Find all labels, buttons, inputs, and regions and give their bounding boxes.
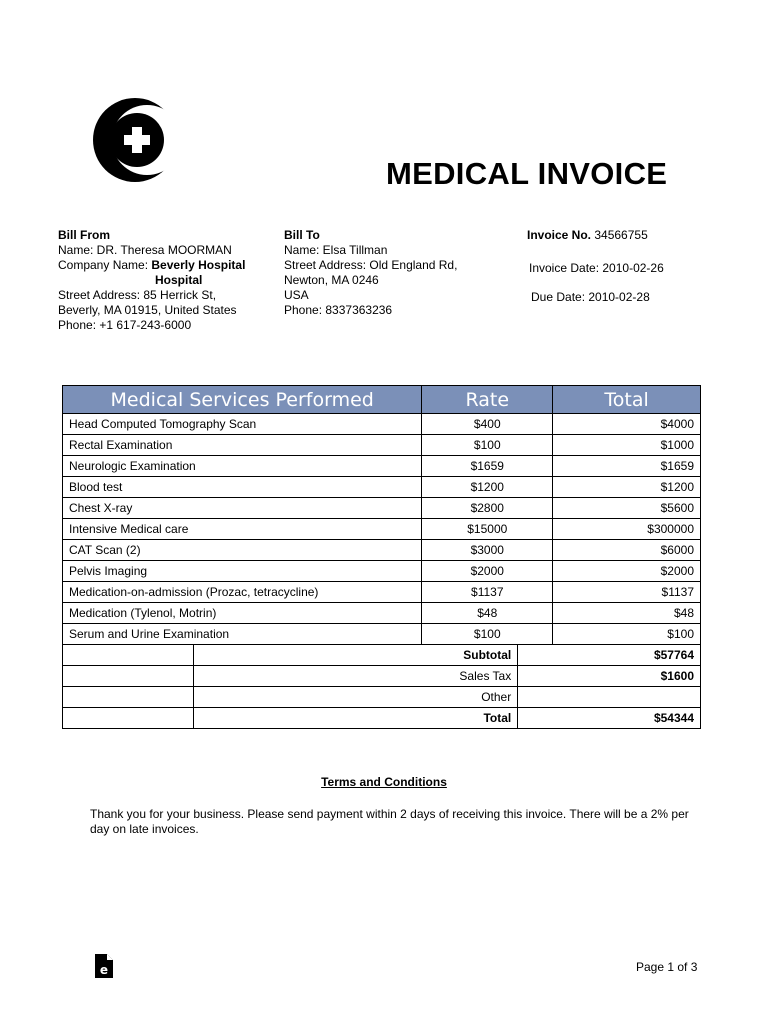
header-services: Medical Services Performed: [63, 386, 422, 414]
bill-to-street: Street Address: Old England Rd,: [284, 258, 458, 272]
company-label: Company Name:: [58, 258, 152, 272]
terms-text: Thank you for your business. Please send payment within 2 days of receiving this invoice. There will be a 2% per day on late invoices.: [90, 807, 689, 836]
service-name: Chest X-ray: [63, 498, 422, 519]
bill-to-block: [284, 228, 457, 318]
service-name: CAT Scan (2): [63, 540, 422, 561]
summary-blank-cell: [63, 708, 194, 729]
page-number: Page 1 of 3: [636, 960, 698, 974]
invoice-number-value: 34566755: [591, 228, 648, 242]
table-row: [63, 540, 701, 561]
total-value: $54344: [518, 708, 701, 729]
invoice-number-label: Invoice No.: [527, 228, 592, 242]
services-table: [62, 385, 701, 729]
table-row: [63, 435, 701, 456]
company-name-continued: Hospital: [155, 273, 203, 287]
company-name: Beverly Hospital: [151, 258, 246, 272]
service-rate: $3000: [422, 540, 553, 561]
sales-tax-value: $1600: [518, 666, 701, 687]
table-row: [63, 561, 701, 582]
service-total: $1200: [553, 477, 701, 498]
service-rate: $100: [422, 624, 553, 645]
service-total: $100: [553, 624, 701, 645]
subtotal-row: [63, 645, 701, 666]
service-total: $48: [553, 603, 701, 624]
bill-from-company: [58, 258, 245, 273]
service-name: Neurologic Examination: [63, 456, 422, 477]
service-rate: $2800: [422, 498, 553, 519]
table-header-row: [63, 386, 701, 414]
service-rate: $15000: [422, 519, 553, 540]
bill-from-name: Name: DR. Theresa MOORMAN: [58, 243, 232, 257]
invoice-number: [527, 228, 648, 243]
invoice-title: MEDICAL INVOICE: [386, 156, 668, 191]
summary-blank-cell: [63, 666, 194, 687]
bill-from-block: [58, 228, 245, 333]
service-name: Head Computed Tomography Scan: [63, 414, 422, 435]
service-rate: $100: [422, 435, 553, 456]
service-name: Pelvis Imaging: [63, 561, 422, 582]
service-rate: $1200: [422, 477, 553, 498]
service-total: $1000: [553, 435, 701, 456]
total-label: Total: [193, 708, 517, 729]
service-rate: $2000: [422, 561, 553, 582]
subtotal-value: $57764: [518, 645, 701, 666]
total-row: [63, 708, 701, 729]
terms-heading: Terms and Conditions: [321, 775, 447, 789]
service-total: $300000: [553, 519, 701, 540]
table-row: [63, 582, 701, 603]
service-name: Intensive Medical care: [63, 519, 422, 540]
bill-from-heading: Bill From: [58, 228, 111, 242]
service-rate: $400: [422, 414, 553, 435]
bill-to-phone: Phone: 8337363236: [284, 303, 393, 317]
invoice-date: Invoice Date: 2010-02-26: [529, 261, 664, 275]
service-name: Blood test: [63, 477, 422, 498]
service-rate: $48: [422, 603, 553, 624]
other-value: [518, 687, 701, 708]
service-name: Medication (Tylenol, Motrin): [63, 603, 422, 624]
sales-tax-label: Sales Tax: [193, 666, 517, 687]
subtotal-label: Subtotal: [193, 645, 517, 666]
service-total: $1137: [553, 582, 701, 603]
other-label: Other: [193, 687, 517, 708]
header-rate: Rate: [422, 386, 553, 414]
other-row: [63, 687, 701, 708]
bill-from-street: Street Address: 85 Herrick St,: [58, 288, 217, 302]
service-total: $4000: [553, 414, 701, 435]
bill-from-city: Beverly, MA 01915, United States: [58, 303, 237, 317]
service-total: $6000: [553, 540, 701, 561]
table-row: [63, 477, 701, 498]
sales-tax-row: [63, 666, 701, 687]
bill-from-phone: Phone: +1 617-243-6000: [58, 318, 192, 332]
summary-blank-cell: [63, 645, 194, 666]
svg-text:e: e: [99, 963, 109, 977]
table-row: [63, 456, 701, 477]
table-row: [63, 414, 701, 435]
service-name: Medication-on-admission (Prozac, tetracycline): [63, 582, 422, 603]
header-total: Total: [553, 386, 701, 414]
table-row: [63, 603, 701, 624]
bill-to-name: Name: Elsa Tillman: [284, 243, 388, 257]
service-total: $5600: [553, 498, 701, 519]
due-date: Due Date: 2010-02-28: [531, 290, 650, 304]
medical-cross-icon: [90, 92, 184, 188]
bill-to-city: Newton, MA 0246: [284, 273, 379, 287]
service-name: Serum and Urine Examination: [63, 624, 422, 645]
table-row: [63, 624, 701, 645]
service-total: $2000: [553, 561, 701, 582]
service-name: Rectal Examination: [63, 435, 422, 456]
table-row: [63, 519, 701, 540]
service-rate: $1137: [422, 582, 553, 603]
summary-blank-cell: [63, 687, 194, 708]
bill-to-heading: Bill To: [284, 228, 320, 242]
table-row: [63, 498, 701, 519]
document-icon: [94, 953, 114, 979]
service-total: $1659: [553, 456, 701, 477]
service-rate: $1659: [422, 456, 553, 477]
bill-to-country: USA: [284, 288, 309, 302]
